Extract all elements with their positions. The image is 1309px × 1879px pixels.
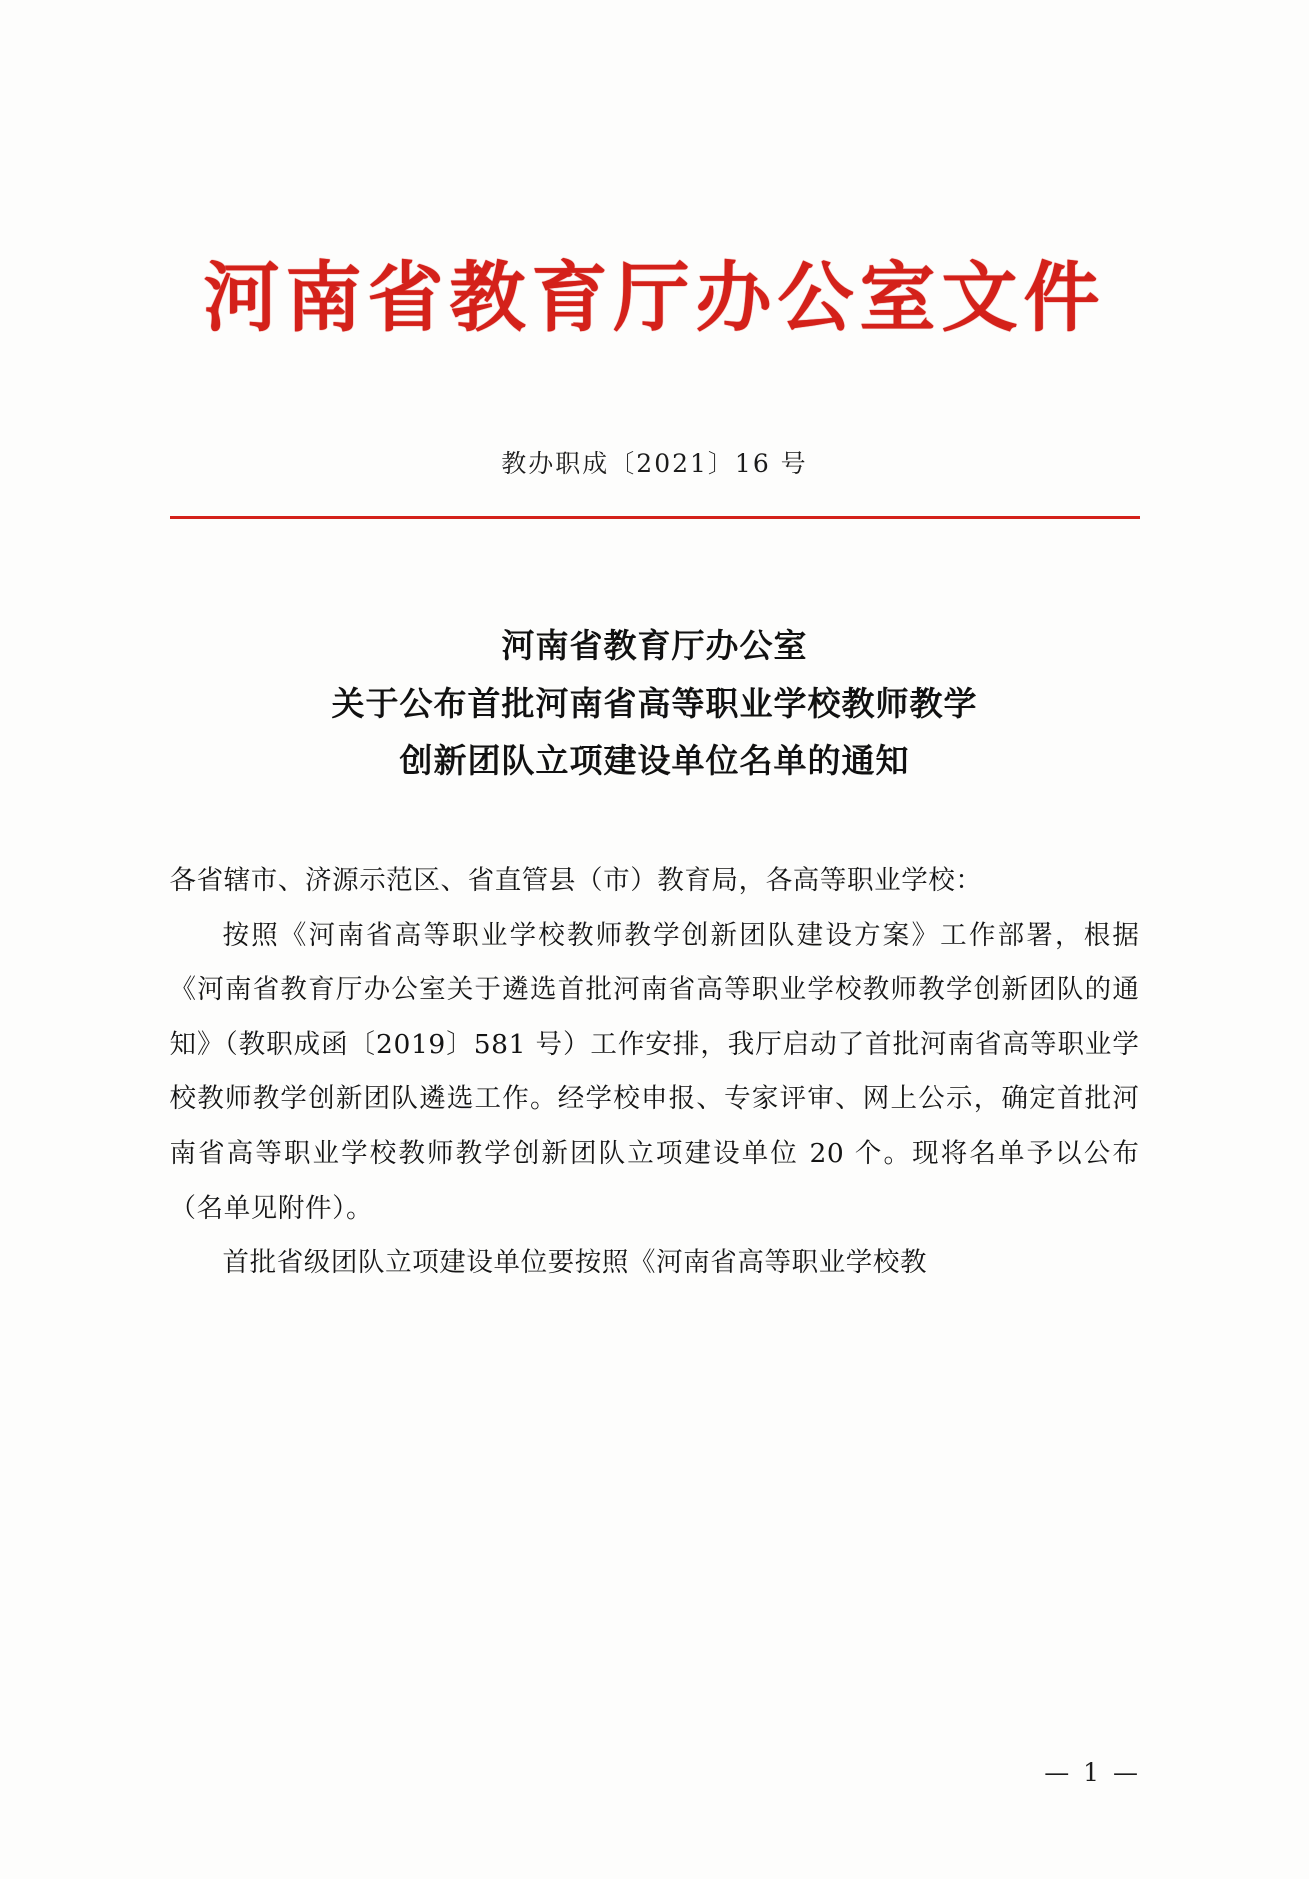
masthead <box>0 0 1309 342</box>
body-paragraph-2: 首批省级团队立项建设单位要按照《河南省高等职业学校教 <box>222 1247 928 1279</box>
title-line-2: 关于公布首批河南省高等职业学校教师教学 <box>331 683 978 723</box>
document-title <box>0 617 1309 790</box>
page-number: — 1 — <box>1044 1758 1141 1787</box>
document-number: 教办职成〔2021〕16 号 <box>501 448 808 478</box>
title-line-3: 创新团队立项建设单位名单的通知 <box>399 741 910 781</box>
body-paragraph-1: 按照《河南省高等职业学校教师教学创新团队建设方案》工作部署，根据《河南省教育厅办公室关于遴选首批河南省高等职业学校教师教学创新团队的通知》（教职成函〔2019〕581 号）工作安排，我厅启动了首批河南省高等职业学校教师教学创新团队遴选工作。经学校申报、专家评审、网上公示，确定首批河南省高等职业学校教师教学创新团队立项建设单位 20 个。现将名单予以公布（名单见附件）。 <box>169 919 1140 1224</box>
document-body <box>170 854 1140 1291</box>
masthead-title: 河南省教育厅办公室文件 <box>203 253 1106 342</box>
title-line-1: 河南省教育厅办公室 <box>501 625 808 665</box>
body-paragraph-salutation: 各省辖市、济源示范区、省直管县（市）教育局，各高等职业学校： <box>169 865 983 897</box>
red-divider-rule <box>170 516 1140 519</box>
